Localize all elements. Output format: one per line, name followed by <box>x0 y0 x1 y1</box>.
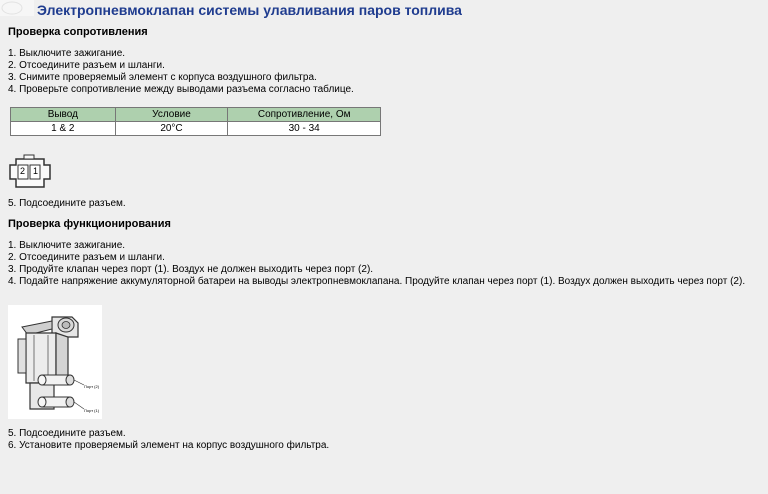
list-item: 3. Снимите проверяемый элемент с корпуса воздушного фильтра. <box>8 72 317 83</box>
resistance-check-heading: Проверка сопротивления <box>8 26 148 38</box>
function-steps-list <box>8 240 745 288</box>
list-item: 2. Отсоедините разъем и шланги. <box>8 60 165 71</box>
table-cell: 30 - 34 <box>228 122 381 136</box>
function-after-list <box>8 428 329 452</box>
list-item: 1. Выключите зажигание. <box>8 240 126 251</box>
port-1-label: Порт (1) <box>84 408 100 413</box>
resistance-steps-list <box>8 48 354 96</box>
connector-diagram <box>6 153 58 193</box>
resistance-table <box>10 107 381 136</box>
port-2-label: Порт (2) <box>84 384 100 389</box>
column-header-condition: Условие <box>115 108 228 122</box>
list-item: 4. Подайте напряжение аккумуляторной батареи на выводы электропневмоклапана. Продуйте клапан через порт (1). Воздух должен выходить через порт (2). <box>8 276 746 287</box>
connector-icon <box>6 153 58 193</box>
table-header-row <box>11 108 381 122</box>
column-header-pin: Вывод <box>11 108 116 122</box>
list-item: 3. Продуйте клапан через порт (1). Воздух не должен выходить через порт (2). <box>8 264 374 275</box>
resistance-after-list <box>8 198 126 210</box>
page-title: Электропневмоклапан системы улавливания паров топлива <box>37 2 462 18</box>
valve-illustration <box>8 305 102 419</box>
table-row <box>11 122 381 136</box>
list-item: 2. Отсоедините разъем и шланги. <box>8 252 165 263</box>
connector-pin-label: 1 <box>33 166 39 176</box>
list-item: 5. Подсоедините разъем. <box>8 198 126 209</box>
table-cell: 20°C <box>115 122 228 136</box>
function-check-heading: Проверка функционирования <box>8 218 171 230</box>
column-header-resistance: Сопротивление, Ом <box>228 108 381 122</box>
list-item: 6. Установите проверяемый элемент на корпус воздушного фильтра. <box>8 440 330 451</box>
list-item: 4. Проверьте сопротивление между выводами разъема согласно таблице. <box>8 84 354 95</box>
list-item: 1. Выключите зажигание. <box>8 48 126 59</box>
solenoid-valve-icon <box>8 305 102 419</box>
list-item: 5. Подсоедините разъем. <box>8 428 126 439</box>
logo-icon <box>0 0 34 16</box>
table-cell: 1 & 2 <box>11 122 116 136</box>
connector-pin-label: 2 <box>20 166 26 176</box>
